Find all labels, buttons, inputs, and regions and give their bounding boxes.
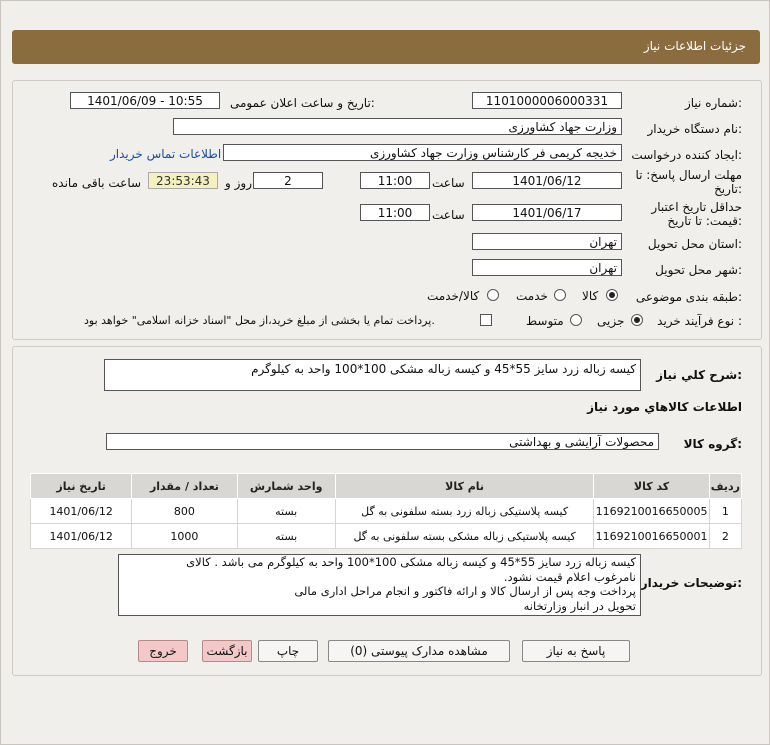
col-date-header: تاریخ نیاز: [31, 474, 132, 499]
buyer-notes-line: تحویل در انبار وزارتخانه: [523, 598, 636, 613]
cell-unit: بسته: [237, 524, 335, 549]
need-number-field: 1101000006000331: [472, 92, 622, 109]
buyer-notes-line: کیسه زباله زرد سایز 55*45 و کیسه زباله مشکی 100*100 واحد به کیلوگرم می باشد . کالای: [186, 555, 636, 569]
buyer-org-field: وزارت جهاد کشاورزی: [173, 118, 622, 135]
validity-date-field: 1401/06/17: [472, 204, 622, 221]
col-row-header: ردیف: [709, 474, 741, 499]
creator-field: خدیجه کریمی فر کارشناس وزارت جهاد کشاورزی: [223, 144, 622, 161]
back-button[interactable]: بازگشت: [202, 640, 252, 662]
category-radio-goods-service[interactable]: [487, 289, 499, 301]
deadline-time-label: ساعت: [432, 176, 465, 190]
cell-date: 1401/06/12: [31, 499, 132, 524]
goods-info-title: اطلاعات کالاهاي مورد نياز: [587, 400, 742, 414]
cell-code: 1169210016650005: [594, 499, 709, 524]
deadline-label-line2: تاریخ:: [714, 182, 742, 196]
exit-button[interactable]: خروج: [138, 640, 188, 662]
creator-label: ایجاد کننده درخواست:: [631, 148, 742, 162]
treasury-payment-checkbox[interactable]: [480, 314, 492, 326]
city-label: شهر محل تحویل:: [655, 263, 742, 277]
validity-label-line2: قیمت: تا تاریخ:: [667, 214, 742, 228]
col-qty-header: تعداد / مقدار: [132, 474, 237, 499]
category-option-goods: کالا: [582, 289, 599, 303]
buyer-notes-line: نامرغوب اعلام قیمت نشود.: [503, 569, 636, 584]
validity-time-label: ساعت: [432, 208, 465, 222]
category-radio-goods[interactable]: [606, 289, 618, 301]
announce-label: تاریخ و ساعت اعلان عمومی:: [230, 96, 375, 110]
province-label: استان محل تحویل:: [647, 237, 742, 251]
process-label: نوع فرآیند خرید :: [657, 314, 742, 328]
cell-row: 1: [709, 499, 741, 524]
category-option-service: خدمت: [516, 289, 548, 303]
attachments-button[interactable]: مشاهده مدارک پیوستی (0): [328, 640, 510, 662]
goods-group-field: محصولات آرایشی و بهداشتی: [106, 433, 659, 450]
table-row: [31, 499, 742, 524]
announce-field: 1401/06/09 - 10:55: [70, 92, 220, 109]
cell-qty: 800: [132, 499, 237, 524]
validity-time-field: 11:00: [360, 204, 430, 221]
cell-name: کیسه پلاستیکی زباله زرد بسته سلفونی به گل: [335, 499, 594, 524]
reply-button[interactable]: پاسخ به نیاز: [522, 640, 630, 662]
province-field: تهران: [472, 233, 622, 250]
remaining-time-field: 23:53:43: [148, 172, 218, 189]
process-radio-minor[interactable]: [631, 314, 643, 326]
deadline-label-line1: مهلت ارسال پاسخ: تا: [635, 168, 742, 182]
days-field: 2: [253, 172, 323, 189]
buyer-notes-line: پرداخت وجه پس از ارسال کالا و ارائه فاکتور و انجام مراحل اداری مالی: [294, 584, 636, 598]
col-code-header: کد کالا: [594, 474, 709, 499]
contact-buyer-link[interactable]: اطلاعات تماس خریدار: [110, 147, 222, 161]
buyer-org-label: نام دستگاه خریدار:: [647, 122, 742, 136]
process-radio-medium[interactable]: [570, 314, 582, 326]
cell-row: 2: [709, 524, 741, 549]
deadline-time-field: 11:00: [360, 172, 430, 189]
cell-unit: بسته: [237, 499, 335, 524]
treasury-payment-note: پرداخت تمام یا بخشی از مبلغ خرید،از محل "اسناد خزانه اسلامی" خواهد بود.: [84, 314, 435, 327]
need-number-label: شماره نیاز:: [684, 96, 742, 110]
category-label: طبقه بندی موضوعی:: [635, 290, 742, 304]
category-option-goods-service: کالا/خدمت: [427, 289, 480, 303]
process-option-medium: متوسط: [526, 314, 564, 328]
print-button[interactable]: چاپ: [258, 640, 318, 662]
col-name-header: نام کالا: [335, 474, 594, 499]
table-row: [31, 524, 742, 549]
goods-group-label: گروه کالا:: [683, 437, 742, 451]
cell-qty: 1000: [132, 524, 237, 549]
col-unit-header: واحد شمارش: [237, 474, 335, 499]
summary-label: شرح کلي نياز:: [656, 368, 742, 382]
cell-code: 1169210016650001: [594, 524, 709, 549]
table-header-row: [31, 474, 742, 499]
header-bar: [12, 30, 760, 64]
cell-name: کیسه پلاستیکی زباله مشکی بسته سلفونی به گل: [335, 524, 594, 549]
buyer-notes-field: [118, 554, 641, 616]
buyer-notes-label: توضیحات خریدار:: [640, 576, 742, 590]
process-option-minor: جزیی: [597, 314, 625, 328]
category-radio-service[interactable]: [554, 289, 566, 301]
remaining-label: ساعت باقی مانده: [52, 176, 142, 190]
validity-label-line1: حداقل تاریخ اعتبار: [651, 200, 742, 214]
days-label: روز و: [225, 176, 252, 190]
city-field: تهران: [472, 259, 622, 276]
cell-date: 1401/06/12: [31, 524, 132, 549]
page-title: جزئیات اطلاعات نیاز: [643, 39, 746, 53]
deadline-date-field: 1401/06/12: [472, 172, 622, 189]
summary-field: کیسه زباله زرد سایز 55*45 و کیسه زباله مشکی 100*100 واحد به کیلوگرم: [104, 359, 641, 391]
goods-table: [30, 473, 742, 549]
